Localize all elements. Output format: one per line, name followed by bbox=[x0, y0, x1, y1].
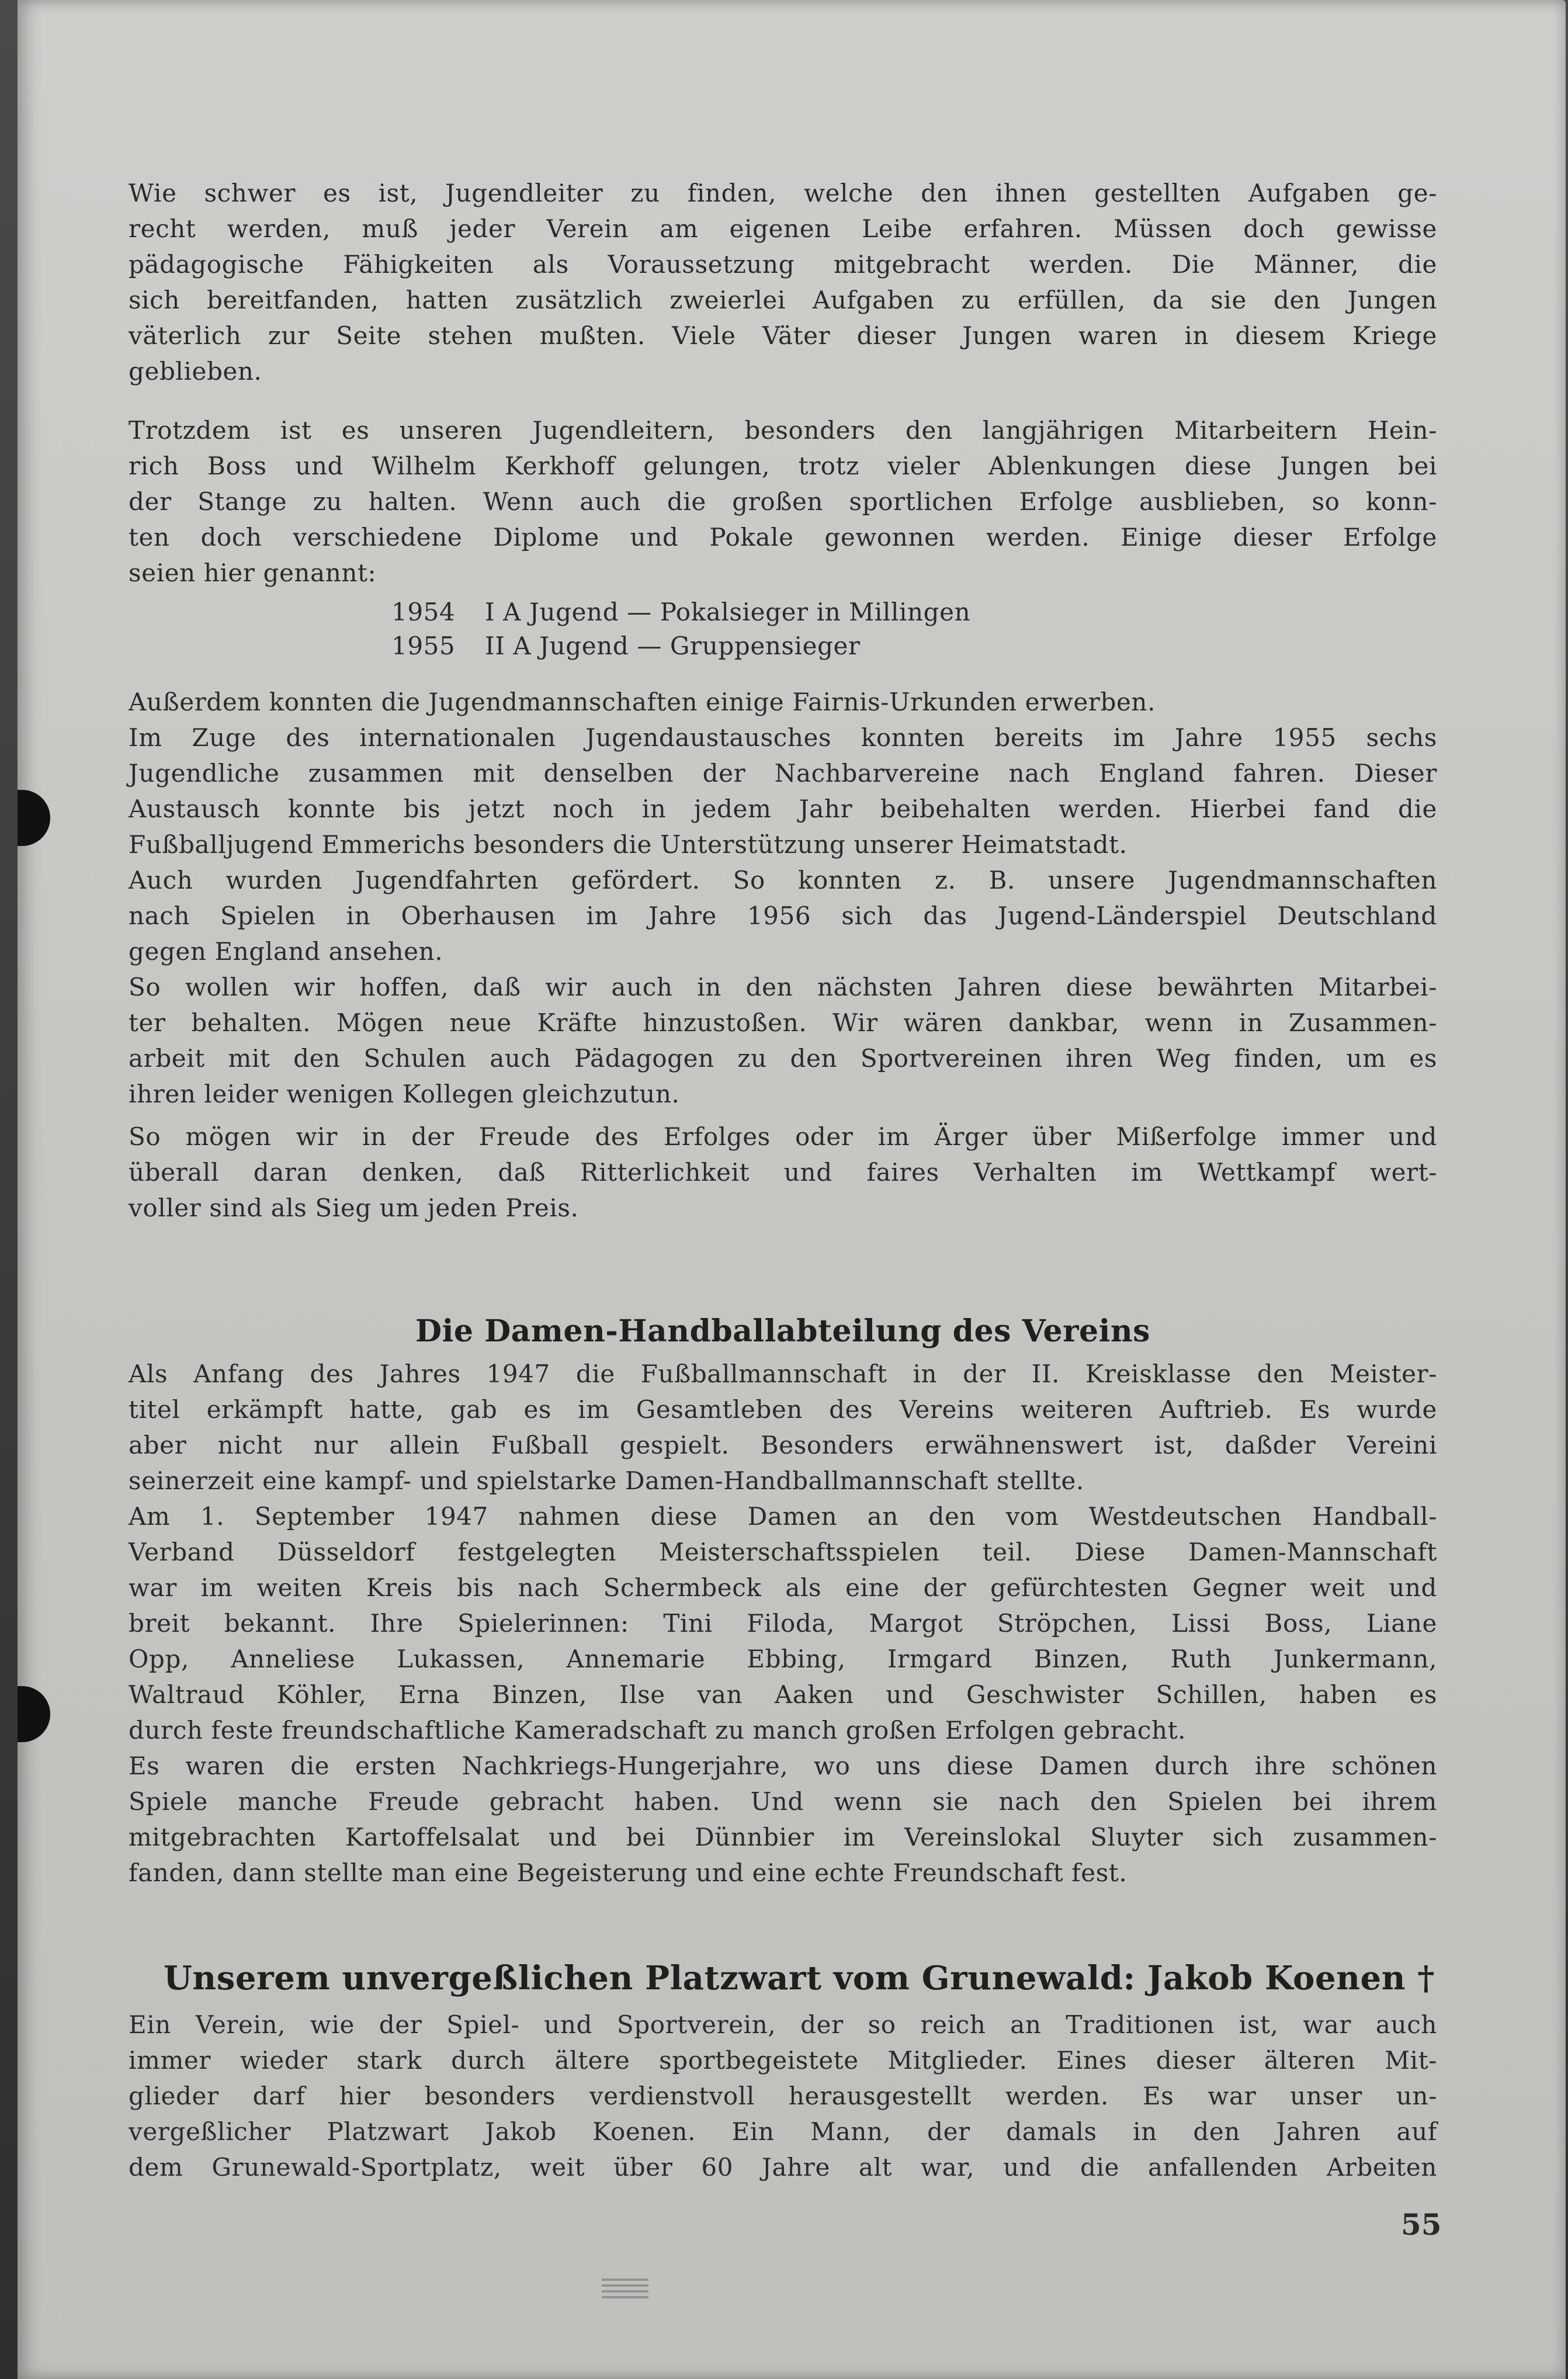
result-row bbox=[391, 629, 1437, 663]
result-year: 1954 bbox=[391, 598, 456, 626]
result-text: II A Jugend — Gruppensieger bbox=[485, 632, 861, 660]
text-line: Als Anfang des Jahres 1947 die Fußballmannschaft in der II. Kreisklasse den Meister- bbox=[129, 1360, 1437, 1388]
text-line: dem Grunewald-Sportplatz, weit über 60 Jahre alt war, und die anfallenden Arbeiten bbox=[129, 2153, 1437, 2182]
text-line: immer wieder stark durch ältere sportbegeistete Mitglieder. Eines dieser älteren Mit- bbox=[129, 2046, 1437, 2075]
text-line: ihren leider wenigen Kollegen gleichzutun. bbox=[129, 1080, 680, 1108]
text-line: Es waren die ersten Nachkriegs-Hungerjahre, wo uns diese Damen durch ihre schönen bbox=[129, 1752, 1437, 1780]
binding-hole-bottom bbox=[18, 1686, 50, 1742]
text-line: der Stange zu halten. Wenn auch die großen sportlichen Erfolge ausblieben, so konn- bbox=[129, 487, 1437, 516]
text-line: Verband Düsseldorf festgelegten Meisterschaftsspielen teil. Diese Damen-Mannschaft bbox=[129, 1538, 1437, 1566]
text-line: rich Boss und Wilhelm Kerkhoff gelungen, trotz vieler Ablenkungen diese Jungen bei bbox=[129, 452, 1437, 480]
youth-exchange-paragraph bbox=[129, 684, 1437, 969]
groundskeeper-section-heading: Unserem unvergeßlichen Platzwart vom Grunewald: Jakob Koenen † bbox=[164, 1959, 1435, 1997]
handball-postwar-paragraph bbox=[129, 1748, 1437, 1891]
text-line: mitgebrachten Kartoffelsalat und bei Dünnbier im Vereinslokal Sluyter sich zusammen- bbox=[129, 1823, 1437, 1851]
text-line: Spiele manche Freude gebracht haben. Und wenn sie nach den Spielen bei ihrem bbox=[129, 1787, 1437, 1816]
youth-leaders-paragraph bbox=[129, 175, 1437, 389]
text-line: recht werden, muß jeder Verein am eigenen Leibe erfahren. Müssen doch gewisse bbox=[129, 214, 1437, 243]
text-line: So mögen wir in der Freude des Erfolges oder im Ärger über Mißerfolge immer und bbox=[129, 1122, 1437, 1151]
text-line: väterlich zur Seite stehen mußten. Viele Väter dieser Jungen waren in diesem Kriege bbox=[129, 321, 1437, 350]
text-line: nach Spielen in Oberhausen im Jahre 1956 sich das Jugend-Länderspiel Deutschland bbox=[129, 901, 1437, 930]
text-line: Ein Verein, wie der Spiel- und Sportverein, der so reich an Traditionen ist, war auch bbox=[129, 2010, 1437, 2039]
handball-players-paragraph bbox=[129, 1499, 1437, 1748]
page-text-body bbox=[129, 175, 1437, 2185]
text-line: fanden, dann stellte man eine Begeisterung und eine echte Freundschaft fest. bbox=[129, 1858, 1128, 1887]
text-line: Wie schwer es ist, Jugendleiter zu finden, welche den ihnen gestellten Aufgaben ge- bbox=[129, 179, 1437, 207]
result-year: 1955 bbox=[391, 632, 456, 660]
text-line: Opp, Anneliese Lukassen, Annemarie Ebbing, Irmgard Binzen, Ruth Junkermann, bbox=[129, 1645, 1437, 1673]
result-row bbox=[391, 595, 1437, 629]
text-line: pädagogische Fähigkeiten als Voraussetzung mitgebracht werden. Die Männer, die bbox=[129, 250, 1437, 279]
text-line: ter behalten. Mögen neue Kräfte hinzustoßen. Wir wären dankbar, wenn in Zusammen- bbox=[129, 1008, 1437, 1037]
text-line: geblieben. bbox=[129, 357, 262, 386]
handball-intro-paragraph bbox=[129, 1356, 1437, 1499]
text-line: vergeßlicher Platzwart Jakob Koenen. Ein Mann, der damals in den Jahren auf bbox=[129, 2117, 1437, 2146]
binding-hole-top bbox=[18, 790, 50, 846]
youth-successes-paragraph bbox=[129, 412, 1437, 591]
result-text: I A Jugend — Pokalsieger in Millingen bbox=[485, 598, 971, 626]
text-line: aber nicht nur allein Fußball gespielt. Besonders erwähnenswert ist, daßder Vereini bbox=[129, 1431, 1437, 1459]
text-line: Jugendliche zusammen mit denselben der Nachbarvereine nach England fahren. Dieser bbox=[129, 759, 1437, 788]
text-line: arbeit mit den Schulen auch Pädagogen zu den Sportvereinen ihren Weg finden, um es bbox=[129, 1044, 1437, 1073]
text-line: Außerdem konnten die Jugendmannschaften einige Fairnis-Urkunden erwerben. bbox=[129, 688, 1156, 716]
text-line: titel erkämpft hatte, gab es im Gesamtleben des Vereins weiteren Auftrieb. Es wurde bbox=[129, 1395, 1437, 1424]
text-line: Waltraud Köhler, Erna Binzen, Ilse van Aaken und Geschwister Schillen, haben es bbox=[129, 1680, 1437, 1709]
text-line: breit bekannt. Ihre Spielerinnen: Tini Filoda, Margot Ströpchen, Lissi Boss, Liane bbox=[129, 1609, 1437, 1638]
text-line: Am 1. September 1947 nahmen diese Damen an den vom Westdeutschen Handball- bbox=[129, 1502, 1437, 1531]
text-line: So wollen wir hoffen, daß wir auch in den nächsten Jahren diese bewährten Mitarbei- bbox=[129, 973, 1437, 1001]
text-line: sich bereitfanden, hatten zusätzlich zweierlei Aufgaben zu erfüllen, da sie den Jungen bbox=[129, 286, 1437, 314]
groundskeeper-paragraph bbox=[129, 2007, 1437, 2185]
text-line: Austausch konnte bis jetzt noch in jedem Jahr beibehalten werden. Hierbei fand die bbox=[129, 795, 1437, 823]
text-line: war im weiten Kreis bis nach Schermbeck als eine der gefürchtesten Gegner weit und bbox=[129, 1573, 1437, 1602]
text-line: überall daran denken, daß Ritterlichkeit und faires Verhalten im Wettkampf wert- bbox=[129, 1158, 1437, 1187]
text-line: seien hier genannt: bbox=[129, 559, 377, 587]
page-number: 55 bbox=[1401, 2207, 1442, 2242]
text-line: gegen England ansehen. bbox=[129, 937, 443, 966]
text-line: glieder darf hier besonders verdienstvoll herausgestellt werden. Es war unser un- bbox=[129, 2082, 1437, 2110]
fair-play-paragraph bbox=[129, 1119, 1437, 1226]
text-line: ten doch verschiedene Diplome und Pokale gewonnen werden. Einige dieser Erfolge bbox=[129, 523, 1437, 552]
text-line: Auch wurden Jugendfahrten gefördert. So konnten z. B. unsere Jugendmannschaften bbox=[129, 866, 1437, 894]
text-line: Im Zuge des internationalen Jugendaustausches konnten bereits im Jahre 1955 sechs bbox=[129, 723, 1437, 752]
text-line: Fußballjugend Emmerichs besonders die Unterstützung unserer Heimatstadt. bbox=[129, 830, 1128, 859]
text-line: Trotzdem ist es unseren Jugendleitern, besonders den langjährigen Mitarbeitern Hein- bbox=[129, 416, 1437, 445]
handball-section-heading: Die Damen-Handballabteilung des Vereins bbox=[415, 1313, 1150, 1349]
text-line: voller sind als Sieg um jeden Preis. bbox=[129, 1194, 579, 1222]
print-mark bbox=[602, 2279, 648, 2302]
youth-results-list bbox=[391, 595, 1437, 663]
future-hopes-paragraph bbox=[129, 969, 1437, 1112]
text-line: durch feste freundschaftliche Kameradschaft zu manch großen Erfolgen gebracht. bbox=[129, 1716, 1187, 1745]
text-line: seinerzeit eine kampf- und spielstarke Damen-Handballmannschaft stellte. bbox=[129, 1466, 1084, 1495]
